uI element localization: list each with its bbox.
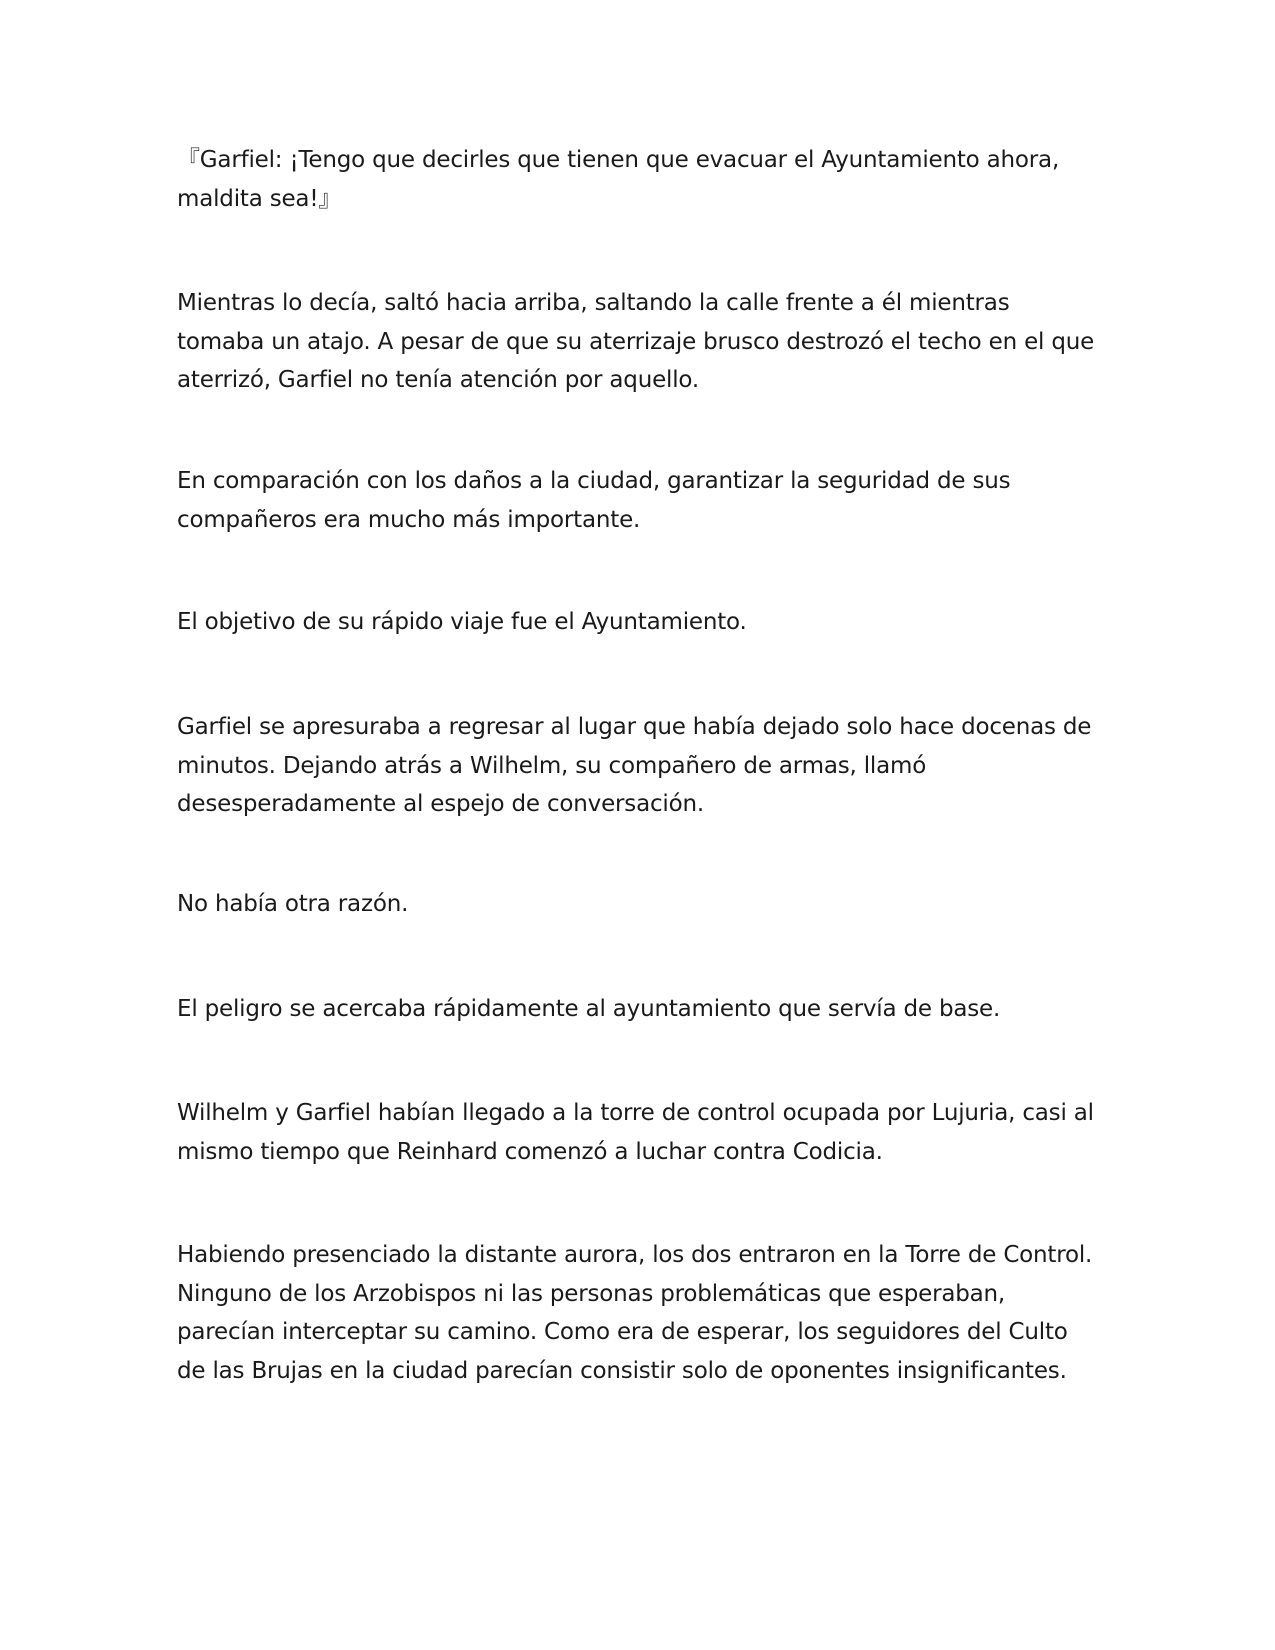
paragraph-aurora: Habiendo presenciado la distante aurora, los dos entraron en la Torre de Control. Ninguno de los Arzobispos ni las personas problemáticas que esperaban, parecían interceptar su camino. Como era de esperar, los seguidores del Culto de las Brujas en la ciudad parecían consistir solo de oponentes insignificantes. [177, 1242, 1093, 1384]
paragraph-danger: El peligro se acercaba rápidamente al ayuntamiento que servía de base. [177, 996, 1001, 1022]
paragraph-return: Garfiel se apresuraba a regresar al lugar que había dejado solo hace docenas de minutos. Dejando atrás a Wilhelm, su compañero de armas, llamó desesperadamente al espejo de conversación. [177, 714, 1092, 817]
paragraph-jump: Mientras lo decía, saltó hacia arriba, saltando la calle frente a él mientras tomaba un atajo. A pesar de que su aterrizaje brusco destrozó el techo en el que aterrizó, Garfiel no tenía atención por aquello. [177, 290, 1095, 393]
paragraph-arrival: Wilhelm y Garfiel habían llegado a la torre de control ocupada por Lujuria, casi al mismo tiempo que Reinhard comenzó a luchar contra Codicia. [177, 1100, 1094, 1165]
paragraph-garfiel-quote: 『Garfiel: ¡Tengo que decirles que tienen que evacuar el Ayuntamiento ahora, maldita sea!』 [177, 147, 1060, 212]
paragraph-no-reason: No había otra razón. [177, 891, 409, 917]
paragraph-objective: El objetivo de su rápido viaje fue el Ayuntamiento. [177, 609, 747, 635]
paragraph-comparison: En comparación con los daños a la ciudad, garantizar la seguridad de sus compañeros era mucho más importante. [177, 468, 1011, 533]
